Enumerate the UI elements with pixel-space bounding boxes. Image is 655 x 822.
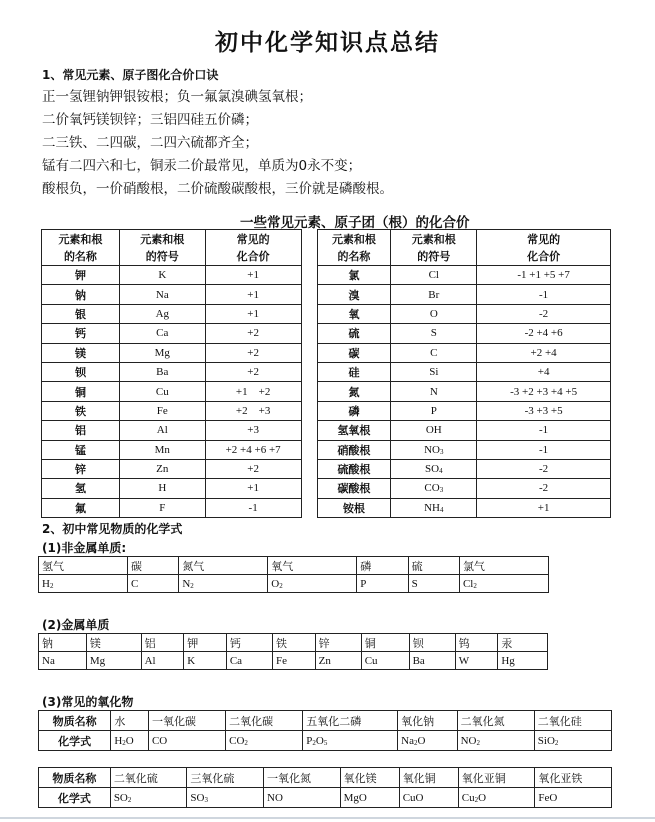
chemical-formula: FeO [535, 788, 612, 808]
element-symbol: Si [391, 362, 477, 381]
column-header-line: 的名称 [337, 249, 371, 263]
valence-value: -2 [477, 479, 611, 498]
valence-value: +1 [205, 304, 301, 323]
valence-row [42, 440, 611, 459]
chemical-formula: MgO [340, 788, 399, 808]
chemical-formula: C [127, 575, 178, 593]
valence-row [42, 304, 611, 323]
valence-value: +2 +4 +6 +7 [205, 440, 301, 459]
valence-value: -2 [477, 304, 611, 323]
oxide-table-2 [38, 767, 612, 808]
substance-name: 氧化亚铜 [458, 768, 535, 788]
metal-table [38, 633, 548, 670]
element-name: 锰 [42, 440, 120, 459]
element-symbol: K [119, 266, 205, 285]
column-gap [301, 230, 317, 266]
column-header [391, 230, 477, 266]
column-gap [301, 304, 317, 323]
column-header-line: 常见的 [527, 232, 561, 246]
valence-value: -1 [205, 498, 301, 517]
column-header [119, 230, 205, 266]
element-name: 氢 [42, 479, 120, 498]
column-header-line: 元素和根 [140, 232, 185, 246]
element-name: 铵根 [317, 498, 391, 517]
substance-name: 氢气 [39, 557, 128, 575]
valence-value: +1 [205, 479, 301, 498]
metal-heading: (2)金属单质 [42, 618, 110, 632]
oxide-table-1 [38, 710, 612, 751]
substance-name: 镁 [86, 634, 141, 652]
chemical-formula: Na [39, 652, 87, 670]
valence-row [42, 266, 611, 285]
valence-row [42, 285, 611, 304]
column-header-line: 化合价 [236, 249, 270, 263]
substance-name: 二氧化氮 [457, 711, 534, 731]
chemical-formula: $H_2$ [39, 575, 128, 593]
column-header-line: 元素和根 [331, 232, 376, 246]
element-symbol: Ca [119, 324, 205, 343]
chemical-formula: $O_2$ [268, 575, 357, 593]
valence-row [42, 401, 611, 420]
substance-name-row [39, 634, 548, 652]
valence-value: -1 +1 +5 +7 [477, 266, 611, 285]
element-name: 铜 [42, 382, 120, 401]
page-title: 初中化学知识点总结 [215, 30, 440, 56]
element-symbol: Al [119, 421, 205, 440]
substance-name: 二氧化硫 [110, 768, 187, 788]
nonmetal-table [38, 556, 549, 593]
chemical-formula: $CO_2$ [226, 731, 303, 751]
chemical-formula: K [184, 652, 227, 670]
column-gap [301, 401, 317, 420]
substance-name-row [39, 557, 549, 575]
element-symbol: O [391, 304, 477, 323]
mnemonic-line: 酸根负，一价硝酸根，二价硫酸碳酸根，三价就是磷酸根。 [42, 181, 393, 197]
chemical-formula: Cu [361, 652, 409, 670]
valence-row [42, 479, 611, 498]
element-name: 氧 [317, 304, 391, 323]
column-header [317, 230, 391, 266]
substance-name: 氧气 [268, 557, 357, 575]
element-name: 氟 [42, 498, 120, 517]
chemical-formula: Fe [272, 652, 315, 670]
element-symbol: Cu [119, 382, 205, 401]
valence-value: +2 [205, 324, 301, 343]
element-symbol: Ag [119, 304, 205, 323]
valence-value: +2 [205, 362, 301, 381]
element-name: 硅 [317, 362, 391, 381]
valence-row [42, 459, 611, 478]
chemical-formula: Mg [86, 652, 141, 670]
row-label: 物质名称 [39, 768, 111, 788]
formula-row [39, 652, 548, 670]
element-name: 钾 [42, 266, 120, 285]
page-bottom-divider [0, 817, 655, 819]
substance-name: 铜 [361, 634, 409, 652]
element-symbol: Zn [119, 459, 205, 478]
chemical-formula: $H_2O$ [111, 731, 149, 751]
substance-name: 碳 [127, 557, 178, 575]
chemical-formula: CuO [399, 788, 458, 808]
valence-value: +1 [477, 498, 611, 517]
valence-value: -3 +2 +3 +4 +5 [477, 382, 611, 401]
element-name: 溴 [317, 285, 391, 304]
nonmetal-heading: (1)非金属单质: [42, 541, 127, 555]
chemical-formula: $Cl_2$ [459, 575, 548, 593]
chemical-formula: Zn [315, 652, 361, 670]
element-name: 磷 [317, 401, 391, 420]
valence-value: +1 +2 [205, 382, 301, 401]
element-name: 钠 [42, 285, 120, 304]
chemical-formula: $Cu_2O$ [458, 788, 535, 808]
substance-name: 二氧化硅 [534, 711, 611, 731]
valence-row [42, 362, 611, 381]
element-name: 氯 [317, 266, 391, 285]
element-name: 钡 [42, 362, 120, 381]
chemical-formula: $P_2O_5$ [303, 731, 398, 751]
element-name: 硝酸根 [317, 440, 391, 459]
substance-name-row [39, 711, 612, 731]
valence-value: +3 [205, 421, 301, 440]
valence-value: -1 [477, 421, 611, 440]
chemical-formula: $N_2$ [179, 575, 268, 593]
valence-row [42, 421, 611, 440]
substance-name: 氧化钠 [398, 711, 457, 731]
valence-header-row [42, 230, 611, 266]
element-symbol: $SO_4$ [391, 459, 477, 478]
chemical-formula: Hg [498, 652, 548, 670]
valence-row [42, 382, 611, 401]
element-name: 碳酸根 [317, 479, 391, 498]
chemical-formula: $SO_3$ [187, 788, 264, 808]
row-label: 化学式 [39, 788, 111, 808]
substance-name: 水 [111, 711, 149, 731]
element-symbol: $NH_4$ [391, 498, 477, 517]
substance-name: 氧化镁 [340, 768, 399, 788]
element-symbol: OH [391, 421, 477, 440]
valence-value: +2 +4 [477, 343, 611, 362]
element-symbol: C [391, 343, 477, 362]
column-header-line: 的符号 [417, 249, 451, 263]
oxide-heading: (3)常见的氧化物 [42, 695, 134, 709]
substance-name: 铝 [141, 634, 184, 652]
column-gap [301, 498, 317, 517]
valence-row [42, 343, 611, 362]
element-symbol: N [391, 382, 477, 401]
column-gap [301, 324, 317, 343]
substance-name: 钡 [409, 634, 455, 652]
element-symbol: Mn [119, 440, 205, 459]
valence-value: +1 [205, 266, 301, 285]
row-label: 物质名称 [39, 711, 111, 731]
chemical-formula: $SO_2$ [110, 788, 187, 808]
substance-name: 钙 [226, 634, 272, 652]
column-gap [301, 382, 317, 401]
column-header [42, 230, 120, 266]
element-name: 镁 [42, 343, 120, 362]
substance-name: 二氧化碳 [226, 711, 303, 731]
mnemonic-line: 二价氧钙镁钡锌；三铝四硅五价磷； [42, 112, 258, 128]
column-gap [301, 266, 317, 285]
element-symbol: F [119, 498, 205, 517]
substance-name: 钨 [455, 634, 498, 652]
column-header [477, 230, 611, 266]
valence-row [42, 324, 611, 343]
chemical-formula: W [455, 652, 498, 670]
valence-table-caption: 一些常见元素、原子团（根）的化合价 [240, 215, 470, 231]
substance-name: 磷 [357, 557, 408, 575]
substance-name: 氧化亚铁 [535, 768, 612, 788]
valence-table [41, 229, 611, 518]
element-symbol: Fe [119, 401, 205, 420]
column-header-line: 化合价 [527, 249, 561, 263]
substance-name: 铁 [272, 634, 315, 652]
element-name: 银 [42, 304, 120, 323]
element-symbol: $CO_3$ [391, 479, 477, 498]
column-gap [301, 362, 317, 381]
element-name: 硫酸根 [317, 459, 391, 478]
substance-name: 一氧化碳 [148, 711, 225, 731]
substance-name: 五氧化二磷 [303, 711, 398, 731]
element-symbol: P [391, 401, 477, 420]
formula-row [39, 731, 612, 751]
valence-value: +2 [205, 343, 301, 362]
element-name: 硫 [317, 324, 391, 343]
chemical-formula: Al [141, 652, 184, 670]
column-header-line: 元素和根 [58, 232, 103, 246]
element-name: 碳 [317, 343, 391, 362]
substance-name: 氯气 [459, 557, 548, 575]
valence-value: +4 [477, 362, 611, 381]
element-name: 铝 [42, 421, 120, 440]
chemical-formula: Ba [409, 652, 455, 670]
valence-mnemonic [42, 86, 393, 201]
substance-name: 钠 [39, 634, 87, 652]
valence-value: -3 +3 +5 [477, 401, 611, 420]
element-name: 钙 [42, 324, 120, 343]
chemical-formula: SiO$_2$ [534, 731, 611, 751]
element-symbol: Na [119, 285, 205, 304]
substance-name: 锌 [315, 634, 361, 652]
substance-name: 汞 [498, 634, 548, 652]
valence-value: +2 +3 [205, 401, 301, 420]
element-symbol: H [119, 479, 205, 498]
valence-value: +2 [205, 459, 301, 478]
valence-row [42, 498, 611, 517]
substance-name: 一氧化氮 [264, 768, 341, 788]
formula-row [39, 575, 549, 593]
column-gap [301, 459, 317, 478]
valence-value: -1 [477, 440, 611, 459]
column-gap [301, 479, 317, 498]
substance-name: 三氧化硫 [187, 768, 264, 788]
column-header [205, 230, 301, 266]
element-symbol: Mg [119, 343, 205, 362]
column-gap [301, 421, 317, 440]
element-symbol: $NO_3$ [391, 440, 477, 459]
column-header-line: 的符号 [145, 249, 179, 263]
chemical-formula: S [408, 575, 459, 593]
column-gap [301, 440, 317, 459]
element-symbol: Br [391, 285, 477, 304]
element-name: 铁 [42, 401, 120, 420]
column-gap [301, 285, 317, 304]
substance-name-row [39, 768, 612, 788]
section1-heading: 1、常见元素、原子图化合价口诀 [42, 68, 219, 82]
substance-name: 氧化铜 [399, 768, 458, 788]
element-name: 氢氧根 [317, 421, 391, 440]
chemical-formula: $Na_2O$ [398, 731, 457, 751]
chemical-formula: P [357, 575, 408, 593]
chemical-formula: Ca [226, 652, 272, 670]
column-header-line: 的名称 [63, 249, 97, 263]
valence-value: -2 +4 +6 [477, 324, 611, 343]
chemical-formula: $NO_2$ [457, 731, 534, 751]
formula-row [39, 788, 612, 808]
element-name: 锌 [42, 459, 120, 478]
column-gap [301, 343, 317, 362]
element-name: 氮 [317, 382, 391, 401]
substance-name: 钾 [184, 634, 227, 652]
mnemonic-line: 正一氢锂钠钾银铵根；负一氟氯溴碘氢氧根； [42, 89, 312, 105]
mnemonic-line: 锰有二四六和七，铜汞二价最常见，单质为0永不变； [42, 158, 362, 174]
substance-name: 硫 [408, 557, 459, 575]
element-symbol: Ba [119, 362, 205, 381]
chemical-formula: NO [264, 788, 341, 808]
mnemonic-line: 二三铁、二四碳，二四六硫都齐全； [42, 135, 258, 151]
valence-value: -1 [477, 285, 611, 304]
valence-value: +1 [205, 285, 301, 304]
substance-name: 氮气 [179, 557, 268, 575]
section2-heading: 2、初中常见物质的化学式 [42, 522, 183, 536]
valence-value: -2 [477, 459, 611, 478]
element-symbol: Cl [391, 266, 477, 285]
column-header-line: 常见的 [236, 232, 270, 246]
element-symbol: S [391, 324, 477, 343]
column-header-line: 元素和根 [411, 232, 456, 246]
row-label: 化学式 [39, 731, 111, 751]
chemical-formula: CO [148, 731, 225, 751]
